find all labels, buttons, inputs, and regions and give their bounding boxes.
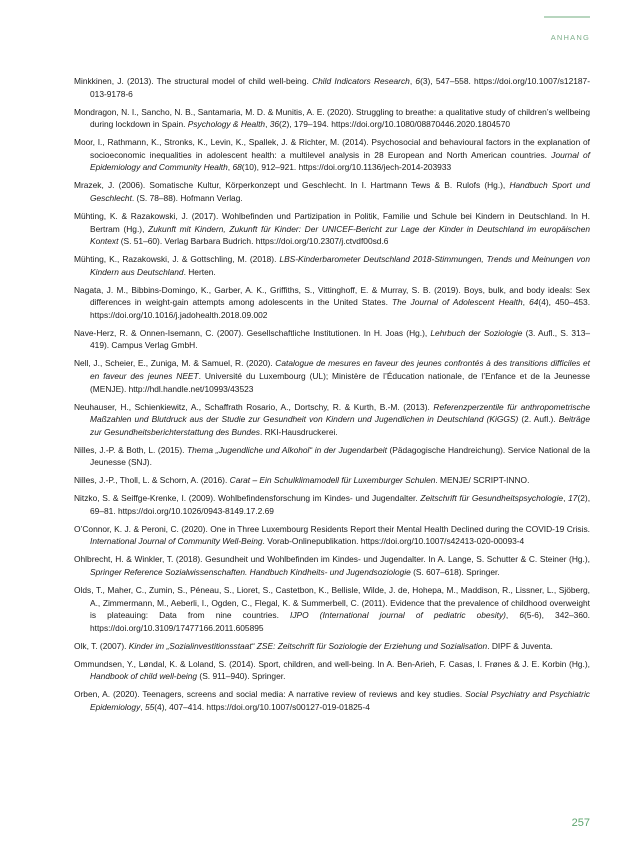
reference-text: O’Connor, K. J. & Peroni, C. (2020). One in Three Luxembourg Residents Report their Mental Health Declined during the COVID-19 Crisis. [74, 523, 590, 534]
reference-text: . Vorab-Onlinepublikation. https://doi.org/10.1007/s42413-020-00093-4 [262, 536, 525, 547]
reference-text: , [563, 493, 569, 504]
reference-italic-text: Thema „Jugendliche und Alkohol“ in der Jugendarbeit [187, 444, 387, 455]
reference-italic-text: Zukunft mit Kindern, Zukunft für Kinder: Der UNICEF-Bericht zur Lage der Kinder in Deutschland im europäischen Kontext [90, 223, 591, 247]
reference-text: , [265, 119, 270, 130]
reference-italic-text: Child Indicators Research [312, 76, 410, 86]
reference-entry [74, 401, 590, 439]
reference-entry [74, 179, 590, 204]
reference-italic-text: Handbuch Sport und Geschlecht [90, 180, 590, 203]
reference-italic-text: Carat – Ein Schulklimamodell für Luxemburger Schulen [229, 475, 436, 486]
reference-text: Nagata, J. M., Bibbins-Domingo, K., Garber, A. K., Griffiths, S., Vittinghoff, E. & Murray, S. B. (2019). Boys, bulk, and body ideals: Sex differences in weight-gain attempts among adolescents in the United States. [74, 284, 590, 308]
reference-text: Nilles, J.-P. & Both, L. (2015). [74, 444, 188, 455]
reference-text: Minkkinen, J. (2013). The structural model of child well-being. [74, 76, 313, 86]
reference-text: Olk, T. (2007). [74, 640, 129, 651]
reference-italic-text: Psychology & Health [187, 119, 266, 130]
reference-entry [74, 327, 590, 352]
reference-italic-text: International Journal of Community Well-Being [90, 536, 263, 547]
reference-italic-text: Beiträge zur Gesundheitsberichterstattung des Bundes [90, 414, 590, 437]
reference-italic-text: 6 [415, 76, 421, 86]
reference-text: Ohlbrecht, H. & Winkler, T. (2018). Gesundheit und Wohlbefinden im Kindes- und Jugendalter. In A. Lange, S. Schutter & C. Steiner (Hg.), [74, 554, 590, 565]
reference-entry [74, 553, 590, 578]
reference-text: Nell, J., Scheier, E., Zuniga, M. & Samuel, R. (2020). [74, 358, 276, 369]
reference-text: , [409, 76, 416, 86]
reference-text: Nitzko, S. & Seiffge-Krenke, I. (2009). Wohlbefindensforschung im Kindes- und Jugendalter. [74, 493, 421, 504]
reference-entry [74, 523, 590, 548]
reference-italic-text: Catalogue de mesures en faveur des jeunes confrontés à des transitions difficiles et en faveur des jeunes NEET [90, 358, 590, 381]
reference-text: Moor, I., Rathmann, K., Stronks, K., Levin, K., Spallek, J. & Richter, M. (2014). Psychosocial and behavioural factors in the explanation of socioeconomic inequalities in adolescent health: a multilevel analysis in 28 European and North American countries. [74, 137, 590, 160]
reference-text: Mrazek, J. (2006). Somatische Kultur, Körperkonzept und Geschlecht. In I. Hartmann Tews & B. Rulofs (Hg.), [74, 180, 510, 191]
reference-text: (Pädagogische Handreichung). Service National de la Jeunesse (SNJ). [90, 444, 590, 468]
reference-entry [74, 492, 590, 517]
reference-italic-text: 64 [529, 297, 539, 308]
reference-text: Ommundsen, Y., Løndal, K. & Loland, S. (2014). Sport, children, and well-being. In A. Ben-Arieh, F. Casas, I. Frønes & J. E. Korbin (Hg.), [74, 658, 590, 669]
reference-text: (3), 547–558. https://doi.org/10.1007/s12187-013-9178-6 [90, 76, 590, 99]
reference-italic-text: Referenzperzentile für anthropometrische Maßzahlen und Blutdruck aus der Studie zur Gesundheit von Kindern und Jugendlichen in Deutschland (KiGGS) [90, 401, 590, 425]
reference-text: (S. 911–940). Springer. [197, 671, 286, 682]
reference-text: (S. 607–618). Springer. [410, 567, 500, 578]
reference-italic-text: Handbook of child well-being [90, 671, 198, 682]
page-number: 257 [571, 817, 590, 829]
reference-italic-text: Social Psychiatry and Psychiatric Epidemiology [90, 689, 590, 712]
reference-text: Mühting, K., Razakowski, J. & Gottschling, M. (2018). [74, 254, 280, 265]
reference-italic-text: 55 [144, 701, 155, 712]
reference-italic-text: Springer Reference Sozialwissenschaften. Handbuch Kindheits- und Jugendsoziologie [90, 567, 411, 578]
reference-italic-text: Kinder im „Sozialinvestitionsstaat“ ZSE: Zeitschrift für Soziologie der Erziehung und Sozialisation [128, 640, 488, 651]
reference-entry [74, 444, 590, 469]
reference-entry [74, 284, 590, 322]
reference-text: Mühting, K. & Razakowski, J. (2017). Wohlbefinden und Partizipation in Politik, Familie und Schule bei Kindern in Deutschland. In H. Bertram (Hg.), [74, 210, 590, 234]
reference-text: . RKI-Hausdruckerei. [259, 426, 338, 437]
reference-text: . Herten. [183, 266, 216, 277]
reference-text: Orben, A. (2020). Teenagers, screens and social media: A narrative review of reviews and key studies. [74, 689, 466, 700]
reference-entry [74, 75, 590, 100]
reference-text: Olds, T., Maher, C., Zumin, S., Péneau, S., Lioret, S., Castetbon, K., Bellisle, Wilde, J. de, Hohepa, M., Maddison, R., Lissner, L., Sjöberg, A., Zimmermann, M., Aeberli, I., Ogden, C., Flegal, K. & Summerbell, C. (2011). Evidence that the prevalence of childhood overweight is plateauing: Data from nine countries. [74, 585, 590, 621]
reference-text: . DIPF & Juventa. [487, 640, 553, 651]
reference-text: (3. Aufl., S. 313–419). Campus Verlag GmbH. [90, 327, 591, 351]
reference-text: (10), 912–921. https://doi.org/10.1136/jech-2014-203933 [241, 162, 452, 173]
reference-entry [74, 136, 590, 174]
reference-text: . Université du Luxembourg (UL); Ministère de l’Éducation nationale, de l’Enfance et de la Jeunesse (MENJE). http://hdl.handle.net/10993/43523 [90, 371, 590, 394]
reference-entry [74, 474, 590, 487]
reference-italic-text: IJPO (International journal of pediatric obesity) [290, 610, 506, 621]
reference-text: , [505, 610, 520, 621]
reference-italic-text: The Journal of Adolescent Health [392, 297, 523, 308]
reference-text: . MENJE/ SCRIPT-INNO. [435, 475, 530, 486]
reference-italic-text: 17 [568, 493, 578, 504]
reference-text: , [522, 297, 530, 308]
reference-text: Neuhauser, H., Schienkiewitz, A., Schaffrath Rosario, A., Dortschy, R. & Kurth, B.-M. (2013). [74, 401, 434, 412]
reference-text: (4), 407–414. https://doi.org/10.1007/s00127-019-01825-4 [154, 701, 370, 712]
reference-text: (S. 51–60). Verlag Barbara Budrich. https://doi.org/10.2307/j.ctvdf00sd.6 [118, 236, 389, 247]
reference-italic-text: Zeitschrift für Gesundheitspsychologie [420, 493, 564, 504]
reference-text: (2), 69–81. https://doi.org/10.1026/0943-8149.17.2.69 [90, 493, 591, 516]
reference-text: (2), 179–194. https://doi.org/10.1080/08870446.2020.1804570 [279, 119, 511, 130]
reference-text: (4), 450–453. https://doi.org/10.1016/j.jadohealth.2018.09.002 [90, 297, 591, 320]
reference-italic-text: LBS-Kinderbarometer Deutschland 2018-Stimmungen, Trends und Meinungen von Kindern aus Deutschland [90, 254, 590, 277]
reference-italic-text: 68 [232, 162, 242, 173]
reference-text: Mondragon, N. I., Sancho, N. B., Santamaria, M. D. & Munitis, A. E. (2020). Struggling to breathe: a qualitative study of children’s wellbeing during lockdown in Spain. [74, 106, 590, 130]
reference-entry [74, 357, 590, 395]
reference-text: , [140, 701, 145, 712]
section-label: ANHANG [550, 33, 590, 42]
reference-text: Nave-Herz, R. & Onnen-Isemann, C. (2007). Gesellschaftliche Institutionen. In H. Joas (Hg.), [74, 327, 431, 338]
reference-entry [74, 640, 590, 653]
reference-list [74, 75, 590, 719]
reference-entry [74, 584, 590, 634]
reference-text: , [227, 162, 233, 173]
header-rule [544, 16, 590, 18]
reference-italic-text: 36 [269, 119, 280, 130]
reference-text: . (S. 78–88). Hofmann Verlag. [131, 192, 243, 203]
reference-text: (2. Aufl.). [518, 414, 559, 425]
reference-text: (5-6), 342–360. https://doi.org/10.3109/17477166.2011.605895 [90, 610, 590, 633]
reference-entry [74, 658, 590, 683]
reference-entry [74, 106, 590, 131]
reference-italic-text: 6 [519, 610, 524, 621]
reference-italic-text: Lehrbuch der Soziologie [430, 327, 523, 338]
reference-entry [74, 253, 590, 278]
reference-entry [74, 210, 590, 248]
reference-entry [74, 688, 590, 713]
reference-italic-text: Journal of Epidemiology and Community Health [90, 149, 590, 173]
reference-text: Nilles, J.-P., Tholl, L. & Schorn, A. (2016). [74, 475, 230, 486]
